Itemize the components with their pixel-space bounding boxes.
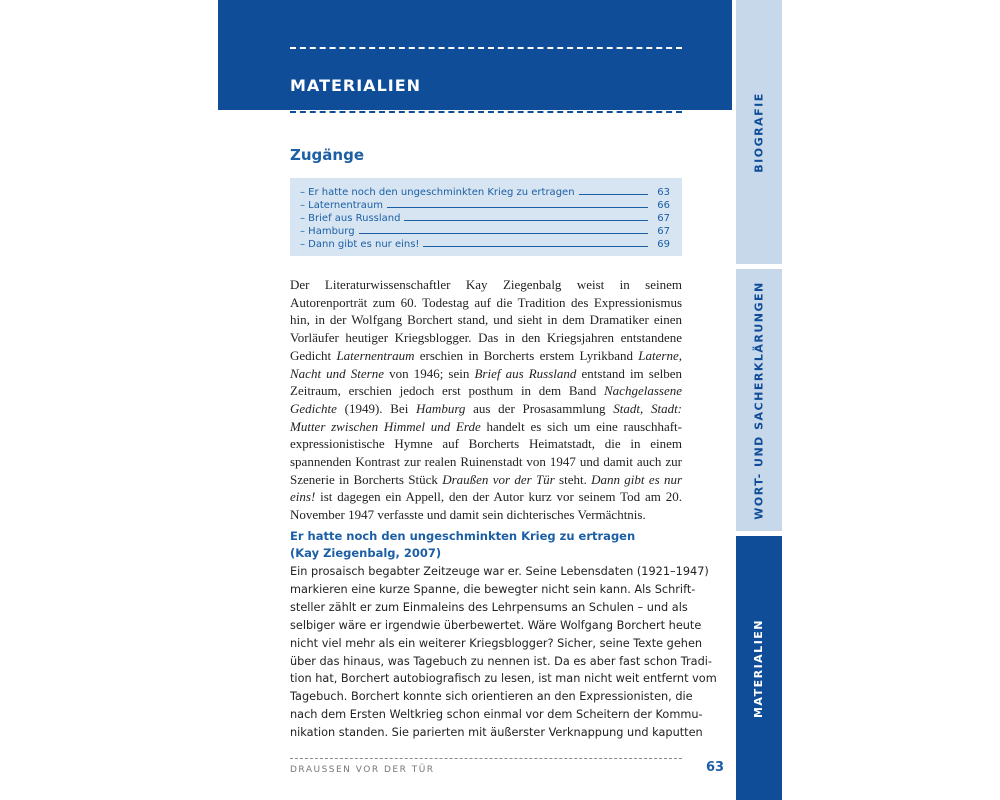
section-heading: Zugänge <box>290 146 365 164</box>
article-line: selbiger wäre er irgendwie überbewertet. Wäre Wolfgang Borchert heute <box>290 618 702 632</box>
intro-text: (1949). Bei <box>336 400 417 416</box>
toc-leader <box>423 246 648 247</box>
intro-italic: Hamburg <box>416 400 466 416</box>
article-line: steller zählt er zum Einmaleins des Lehrpensums an Schulen – und als <box>290 600 688 614</box>
intro-italic: Dann gibt es nur eins! <box>290 471 683 505</box>
intro-italic: Draußen vor der Tür <box>442 471 555 487</box>
toc-item-title: – Hamburg <box>300 226 355 237</box>
toc-item-page: 63 <box>657 187 670 198</box>
intro-italic: Laternentraum <box>336 347 415 363</box>
chapter-tabs <box>736 0 782 800</box>
header-bottom-divider <box>290 111 682 113</box>
intro-italic: Laterne, Nacht und Sterne <box>290 347 682 381</box>
toc-item-title: – Brief aus Russland <box>300 213 401 224</box>
article-line: nach dem Ersten Weltkrieg schon einmal vor dem Scheitern der Kommu- <box>290 708 703 722</box>
tab-biografie[interactable] <box>736 0 782 264</box>
tab-label: MATERIALIEN <box>752 618 766 718</box>
intro-text: steht. <box>554 471 592 487</box>
article-line: nicht viel mehr als ein weiterer Kriegsblogger? Sicher, seine Texte gehen <box>290 636 703 650</box>
page-title: MATERIALIEN <box>290 76 422 95</box>
footer-book-title: DRAUSSEN VOR DER TÜR <box>290 765 435 775</box>
intro-italic: Brief aus Russland <box>474 365 577 381</box>
toc-item-page: 67 <box>657 226 670 237</box>
intro-italic: Nachgelassene Gedichte <box>290 383 682 416</box>
toc-item-page: 66 <box>657 200 670 211</box>
intro-text: Der Literaturwissenschaftler Kay Ziegenbalg weist in seinem Autorenporträt zum 60. Todestag auf die Tradition des Expressionismus hin, in der Wolfgang Borchert stand, und sieht in dem Dramatiker einen Vorläufer heutiger Kriegsblogger. Das in den Kriegsjahren entstandene Gedicht <box>290 277 682 363</box>
page-number: 63 <box>706 760 725 775</box>
intro-text: erschien in Borcherts erstem Lyrikband <box>414 347 639 363</box>
article-line: tion hat, Borchert autobiografisch zu lesen, ist man nicht weit entfernt vom <box>290 672 717 686</box>
toc-item[interactable] <box>300 224 670 237</box>
intro-text: handelt es sich um eine rauschhaft-expressionistische Hymne auf Borcherts Heimatstadt, die in einem spannenden Kontrast zur realen Ruinenstadt von 1947 und damit auch zur Szenerie in Borcherts Stück <box>290 418 682 487</box>
toc-item-page: 67 <box>657 213 670 224</box>
toc-item-title: – Dann gibt es nur eins! <box>300 239 420 250</box>
toc-leader <box>387 207 648 208</box>
toc-item[interactable] <box>300 237 670 250</box>
toc-leader <box>579 194 648 195</box>
tab-label: BIOGRAFIE <box>752 91 766 173</box>
toc-item[interactable] <box>300 211 670 224</box>
tab-wort-und-sacherklaerungen[interactable] <box>736 269 782 531</box>
footer-divider <box>290 758 682 759</box>
header-top-divider <box>290 47 682 49</box>
tab-label: WORT- UND SACHERKLÄRUNGEN <box>752 280 766 520</box>
article-body <box>290 563 717 742</box>
article-line: nikation standen. Sie parierten mit äußerster Verknappung und kaputten <box>290 726 703 740</box>
toc-item-title: – Laternentraum <box>300 200 383 211</box>
article-line: Ein prosaisch begabter Zeitzeuge war er. Seine Lebensdaten (1921–1947) <box>290 565 709 578</box>
article-line: markieren eine kurze Spanne, die bewegter nicht sein kann. Als Schrift- <box>290 582 696 596</box>
article-source: (Kay Ziegenbalg, 2007) <box>290 546 442 560</box>
article-line: über das hinaus, was Tagebuch zu nennen ist. Da es aber fast schon Tradi- <box>290 654 712 668</box>
toc-leader <box>404 220 648 221</box>
toc-item-page: 69 <box>657 239 670 250</box>
toc-item[interactable] <box>300 185 670 198</box>
toc-leader <box>359 233 648 234</box>
tab-materialien[interactable] <box>736 536 782 800</box>
article-title: Er hatte noch den ungeschminkten Krieg zu ertragen <box>290 529 636 543</box>
toc-item[interactable] <box>300 198 670 211</box>
intro-text: entstand im selben Zeitraum, erschien jedoch erst posthum in dem Band <box>290 365 682 399</box>
intro-text: aus der Prosasammlung <box>465 400 614 416</box>
intro-paragraph <box>290 276 682 524</box>
article-line: Tagebuch. Borchert konnte sich orientieren an den Expressionisten, die <box>290 690 693 704</box>
toc-box <box>290 178 682 256</box>
intro-italic: Stadt, Stadt: Mutter zwischen Himmel und Erde <box>290 400 683 434</box>
intro-text: ist dagegen ein Appell, den der Autor kurz vor seinem Tod am 20. November 1947 verfasste und damit sein dichterisches Vermächtnis. <box>290 489 682 523</box>
toc-item-title: – Er hatte noch den ungeschminkten Krieg zu ertragen <box>300 187 575 198</box>
intro-text: von 1946; sein <box>383 365 475 381</box>
